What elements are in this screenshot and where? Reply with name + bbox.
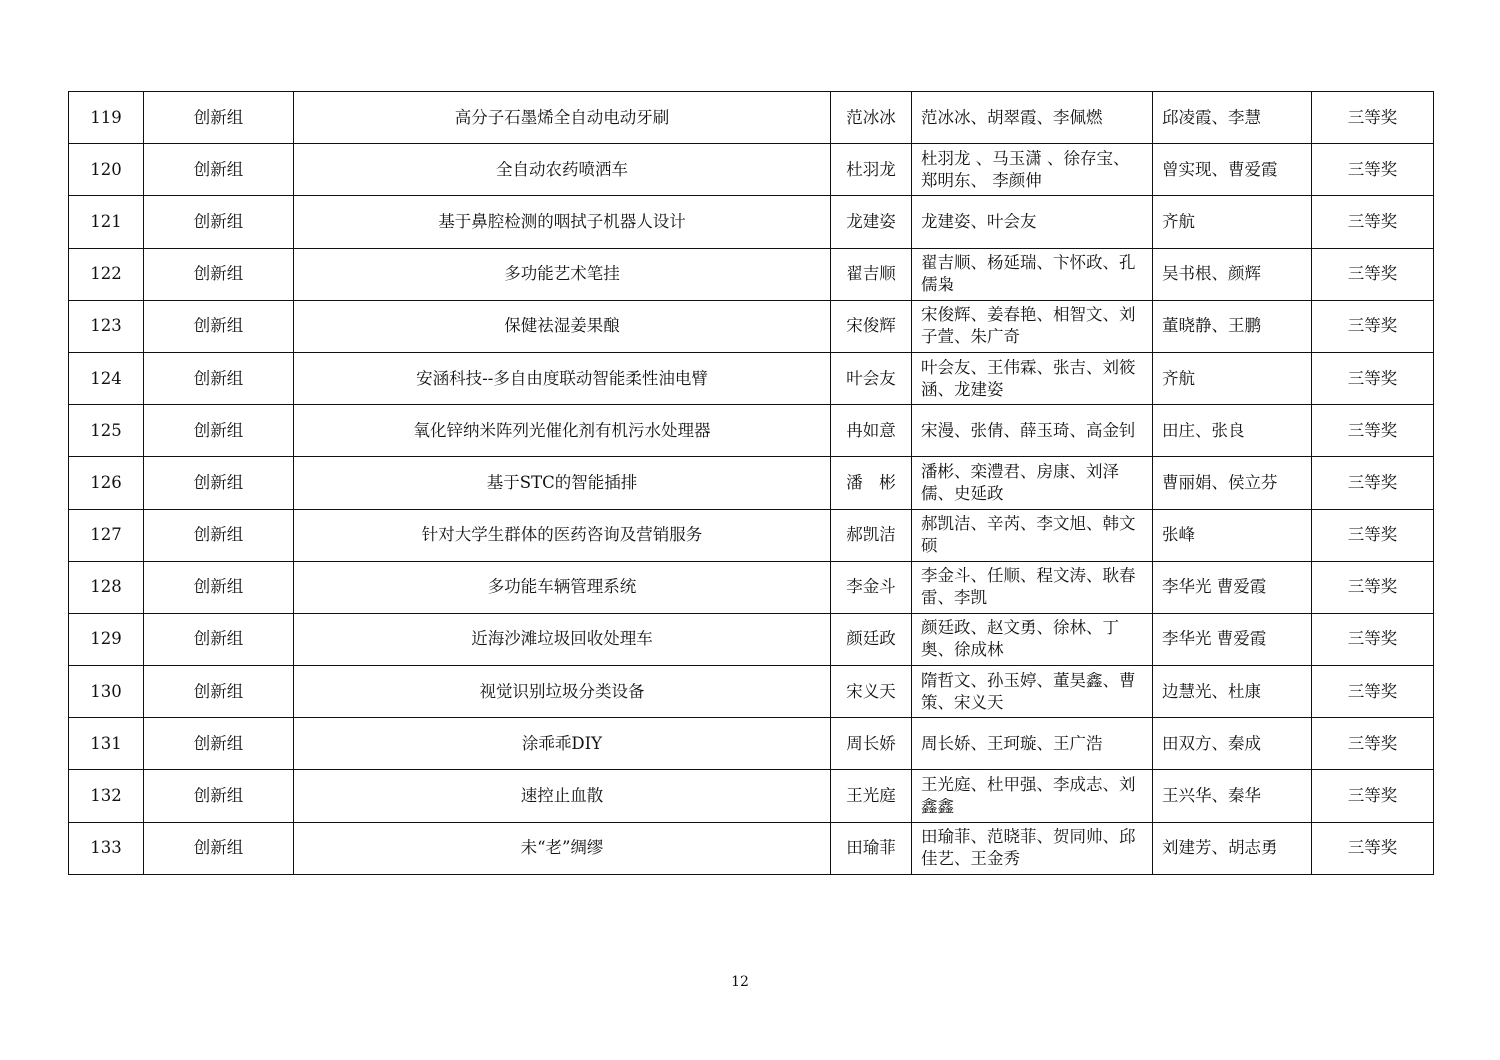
group-cell: 创新组 <box>144 196 294 248</box>
table-row <box>69 457 1434 509</box>
award-level-cell: 三等奖 <box>1312 561 1434 613</box>
award-level-cell: 三等奖 <box>1312 666 1434 718</box>
project-leader-cell: 范冰冰 <box>831 92 912 144</box>
row-number-cell: 122 <box>69 248 144 300</box>
advisors-cell: 王兴华、秦华 <box>1153 770 1312 822</box>
project-name-cell: 氧化锌纳米阵列光催化剂有机污水处理器 <box>294 405 831 457</box>
row-number-cell: 121 <box>69 196 144 248</box>
award-level-cell: 三等奖 <box>1312 405 1434 457</box>
team-members-cell: 翟吉顺、杨延瑞、卞怀政、孔儒枭 <box>912 248 1153 300</box>
team-members-cell: 杜羽龙 、马玉潇 、徐存宝、 郑明东、 李颜伸 <box>912 144 1153 196</box>
award-level-cell: 三等奖 <box>1312 196 1434 248</box>
team-members-cell: 龙建姿、叶会友 <box>912 196 1153 248</box>
table-row <box>69 822 1434 874</box>
project-name-cell: 安涵科技--多自由度联动智能柔性油电臂 <box>294 352 831 404</box>
table-row <box>69 92 1434 144</box>
row-number-cell: 124 <box>69 352 144 404</box>
team-members-cell: 李金斗、任顺、程文涛、耿春雷、李凯 <box>912 561 1153 613</box>
table-row <box>69 352 1434 404</box>
row-number-cell: 128 <box>69 561 144 613</box>
team-members-cell: 田瑜菲、范晓菲、贺同帅、邱佳艺、王金秀 <box>912 822 1153 874</box>
advisors-cell: 刘建芳、胡志勇 <box>1153 822 1312 874</box>
group-cell: 创新组 <box>144 718 294 770</box>
project-name-cell: 未“老”绸缪 <box>294 822 831 874</box>
table-row <box>69 770 1434 822</box>
project-leader-cell: 龙建姿 <box>831 196 912 248</box>
project-name-cell: 高分子石墨烯全自动电动牙刷 <box>294 92 831 144</box>
team-members-cell: 潘彬、栾澧君、房康、刘泽儒、史延政 <box>912 457 1153 509</box>
advisors-cell: 李华光 曹爱霞 <box>1153 613 1312 665</box>
team-members-cell: 王光庭、杜甲强、李成志、刘鑫鑫 <box>912 770 1153 822</box>
project-leader-cell: 翟吉顺 <box>831 248 912 300</box>
group-cell: 创新组 <box>144 561 294 613</box>
advisors-cell: 董晓静、王鹏 <box>1153 300 1312 352</box>
advisors-cell: 田庄、张良 <box>1153 405 1312 457</box>
table-row <box>69 666 1434 718</box>
award-level-cell: 三等奖 <box>1312 613 1434 665</box>
award-level-cell: 三等奖 <box>1312 509 1434 561</box>
project-leader-cell: 叶会友 <box>831 352 912 404</box>
group-cell: 创新组 <box>144 457 294 509</box>
row-number-cell: 132 <box>69 770 144 822</box>
project-leader-cell: 冉如意 <box>831 405 912 457</box>
row-number-cell: 133 <box>69 822 144 874</box>
project-name-cell: 速控止血散 <box>294 770 831 822</box>
table-row <box>69 196 1434 248</box>
table-row <box>69 718 1434 770</box>
project-name-cell: 多功能艺术笔挂 <box>294 248 831 300</box>
advisors-cell: 邱凌霞、李慧 <box>1153 92 1312 144</box>
awards-table-container <box>68 91 1434 875</box>
row-number-cell: 131 <box>69 718 144 770</box>
award-level-cell: 三等奖 <box>1312 144 1434 196</box>
project-name-cell: 基于STC的智能插排 <box>294 457 831 509</box>
award-level-cell: 三等奖 <box>1312 352 1434 404</box>
project-name-cell: 视觉识别垃圾分类设备 <box>294 666 831 718</box>
advisors-cell: 曹丽娟、侯立芬 <box>1153 457 1312 509</box>
advisors-cell: 齐航 <box>1153 196 1312 248</box>
project-leader-cell: 杜羽龙 <box>831 144 912 196</box>
project-leader-cell: 郝凯洁 <box>831 509 912 561</box>
project-name-cell: 针对大学生群体的医药咨询及营销服务 <box>294 509 831 561</box>
advisors-cell: 边慧光、杜康 <box>1153 666 1312 718</box>
advisors-cell: 齐航 <box>1153 352 1312 404</box>
table-row <box>69 248 1434 300</box>
team-members-cell: 宋俊辉、姜春艳、相智文、刘子萱、朱广奇 <box>912 300 1153 352</box>
award-level-cell: 三等奖 <box>1312 770 1434 822</box>
award-level-cell: 三等奖 <box>1312 822 1434 874</box>
team-members-cell: 宋漫、张倩、薛玉琦、高金钊 <box>912 405 1153 457</box>
row-number-cell: 130 <box>69 666 144 718</box>
award-level-cell: 三等奖 <box>1312 718 1434 770</box>
advisors-cell: 张峰 <box>1153 509 1312 561</box>
team-members-cell: 周长娇、王珂璇、王广浩 <box>912 718 1153 770</box>
project-leader-cell: 潘 彬 <box>831 457 912 509</box>
group-cell: 创新组 <box>144 92 294 144</box>
project-leader-cell: 周长娇 <box>831 718 912 770</box>
page-number: 12 <box>731 974 749 990</box>
award-level-cell: 三等奖 <box>1312 248 1434 300</box>
advisors-cell: 李华光 曹爱霞 <box>1153 561 1312 613</box>
table-row <box>69 509 1434 561</box>
project-leader-cell: 李金斗 <box>831 561 912 613</box>
project-name-cell: 全自动农药喷洒车 <box>294 144 831 196</box>
project-name-cell: 涂乖乖DIY <box>294 718 831 770</box>
row-number-cell: 127 <box>69 509 144 561</box>
project-leader-cell: 颜廷政 <box>831 613 912 665</box>
project-leader-cell: 王光庭 <box>831 770 912 822</box>
team-members-cell: 颜廷政、赵文勇、徐林、丁奥、徐成林 <box>912 613 1153 665</box>
award-level-cell: 三等奖 <box>1312 457 1434 509</box>
project-leader-cell: 田瑜菲 <box>831 822 912 874</box>
award-level-cell: 三等奖 <box>1312 300 1434 352</box>
advisors-cell: 田双方、秦成 <box>1153 718 1312 770</box>
project-name-cell: 保健祛湿姜果酿 <box>294 300 831 352</box>
table-row <box>69 300 1434 352</box>
project-name-cell: 基于鼻腔检测的咽拭子机器人设计 <box>294 196 831 248</box>
team-members-cell: 范冰冰、胡翠霞、李佩燃 <box>912 92 1153 144</box>
table-row <box>69 405 1434 457</box>
group-cell: 创新组 <box>144 300 294 352</box>
group-cell: 创新组 <box>144 613 294 665</box>
project-name-cell: 多功能车辆管理系统 <box>294 561 831 613</box>
row-number-cell: 123 <box>69 300 144 352</box>
row-number-cell: 126 <box>69 457 144 509</box>
award-level-cell: 三等奖 <box>1312 92 1434 144</box>
group-cell: 创新组 <box>144 666 294 718</box>
awards-table <box>68 91 1434 875</box>
awards-table-body <box>69 92 1434 875</box>
row-number-cell: 129 <box>69 613 144 665</box>
table-row <box>69 144 1434 196</box>
team-members-cell: 叶会友、王伟霖、张吉、刘筱涵、龙建姿 <box>912 352 1153 404</box>
group-cell: 创新组 <box>144 822 294 874</box>
group-cell: 创新组 <box>144 509 294 561</box>
row-number-cell: 120 <box>69 144 144 196</box>
table-row <box>69 561 1434 613</box>
advisors-cell: 曾实现、曹爱霞 <box>1153 144 1312 196</box>
group-cell: 创新组 <box>144 352 294 404</box>
advisors-cell: 吴书根、颜辉 <box>1153 248 1312 300</box>
group-cell: 创新组 <box>144 770 294 822</box>
row-number-cell: 125 <box>69 405 144 457</box>
group-cell: 创新组 <box>144 248 294 300</box>
table-row <box>69 613 1434 665</box>
team-members-cell: 郝凯洁、辛芮、李文旭、韩文硕 <box>912 509 1153 561</box>
row-number-cell: 119 <box>69 92 144 144</box>
project-leader-cell: 宋义天 <box>831 666 912 718</box>
group-cell: 创新组 <box>144 405 294 457</box>
project-leader-cell: 宋俊辉 <box>831 300 912 352</box>
project-name-cell: 近海沙滩垃圾回收处理车 <box>294 613 831 665</box>
team-members-cell: 隋哲文、孙玉婷、董昊鑫、曹策、宋义天 <box>912 666 1153 718</box>
group-cell: 创新组 <box>144 144 294 196</box>
